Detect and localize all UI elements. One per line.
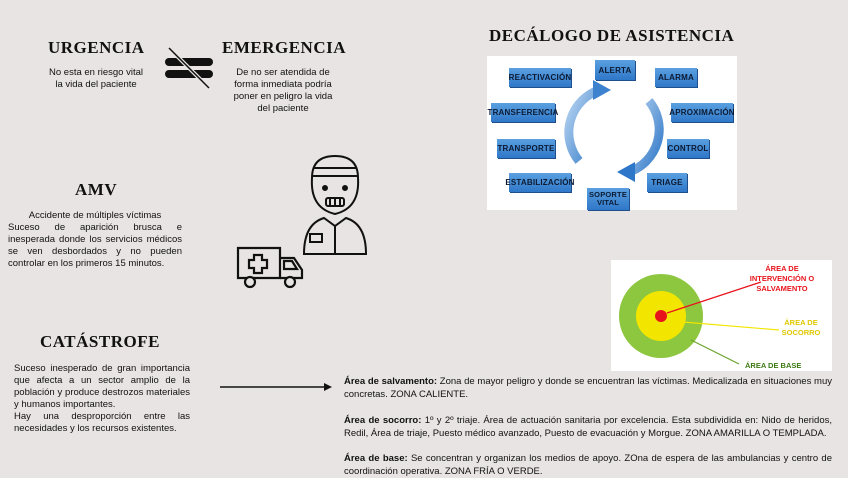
area-base-text: Se concentran y organizan los medios de apoyo. ZOna de espera de las ambulancias y centro de coordinación operativa. ZONA FRÍA O VERDE. — [344, 453, 833, 477]
decalogo-step-soporte-vital: SOPORTE VITAL — [587, 188, 629, 210]
area-socorro-text: 1º y 2º triaje. Área de actuación sanitaria por excelencia. Esta subdividida en: Nido de heridos, Redil, Área de triaje, Puesto médico avanzado, Puesto de evacuación y Morgue. ZONA AMARILLA O TEMPLADA. — [344, 415, 832, 439]
area-base-label: Área de base: — [344, 453, 408, 464]
area-socorro — [344, 414, 832, 440]
emergencia-title: EMERGENCIA — [222, 38, 347, 57]
area-salvamento-label: Área de salvamento: — [344, 376, 438, 387]
area-base — [344, 452, 832, 478]
urgencia-title: URGENCIA — [48, 38, 145, 57]
zone-label-intervencion: ÁREA DE INTERVENCIÓN O SALVAMENTO — [749, 264, 815, 293]
amv-subtitle: Accidente de múltiples víctimas — [28, 210, 162, 221]
area-socorro-label: Área de socorro: — [344, 415, 422, 426]
catastrofe-desc-1: Suceso inesperado de gran importancia que afecta a un sector amplio de la población y produce destrozos materiales y humanos importantes. — [14, 363, 190, 410]
amv-title: AMV — [75, 180, 118, 199]
urgencia-desc: No esta en riesgo vital la vida del paciente — [49, 67, 143, 90]
arrow-right-icon — [220, 380, 334, 392]
emergencia-desc: De no ser atendida de forma inmediata podría poner en peligro la vida del paciente — [233, 67, 333, 114]
catastrofe-desc — [14, 363, 190, 435]
decalogo-step-transporte: TRANSPORTE — [497, 139, 555, 158]
decalogo-step-reactivacion: REACTIVACIÓN — [509, 68, 571, 87]
decalogo-step-triage: TRIAGE — [647, 173, 687, 192]
not-equal-icon — [163, 46, 215, 90]
decalogo-step-estabilizacion: ESTABILIZACIÓN — [509, 173, 571, 192]
zone-inner-circle — [655, 310, 667, 322]
decalogo-step-alerta: ALERTA — [595, 60, 635, 80]
decalogo-title: DECÁLOGO DE ASISTENCIA — [489, 26, 735, 45]
decalogo-diagram — [487, 56, 737, 210]
decalogo-step-aproximacion: APROXIMACIÓN — [671, 103, 733, 122]
decalogo-step-control: CONTROL — [667, 139, 709, 158]
decalogo-step-transferencia: TRANSFERENCIA — [491, 103, 555, 122]
ambulance-icon — [236, 244, 306, 290]
zone-label-socorro: ÁREA DE SOCORRO — [781, 318, 821, 337]
catastrofe-title: CATÁSTROFE — [40, 332, 160, 351]
amv-desc: Suceso de aparición brusca e inesperada donde los servicios médicos se ven desbordados y no pueden controlar en los primeros 15 minutos. — [8, 222, 182, 269]
area-salvamento — [344, 375, 832, 401]
injured-person-icon — [300, 152, 370, 256]
area-salvamento-text: Zona de mayor peligro y donde se encuentran las víctimas. Medicalizada en situaciones muy concretas. ZONA CALIENTE. — [344, 376, 832, 400]
zones-diagram — [611, 260, 832, 371]
decalogo-step-alarma: ALARMA — [655, 68, 697, 87]
zone-label-base: ÁREA DE BASE — [745, 361, 802, 370]
cycle-arrows-icon — [559, 76, 669, 186]
catastrofe-desc-2: Hay una desproporción entre las necesidades y los recursos existentes. — [14, 411, 190, 434]
